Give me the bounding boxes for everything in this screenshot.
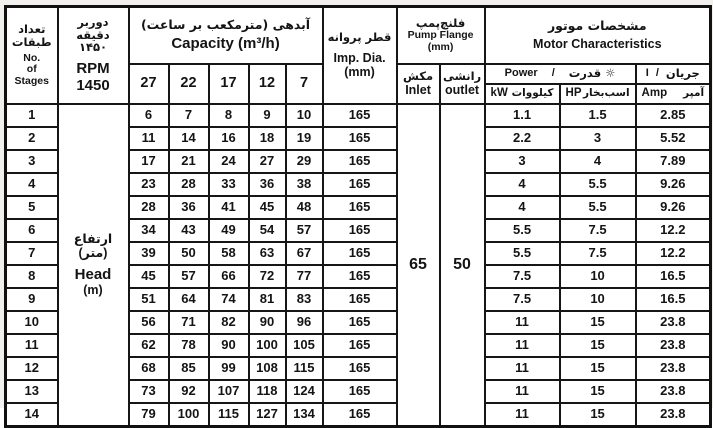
pump-flange-label-en: Pump Flange — [407, 28, 474, 41]
capacity-cell: 14 — [169, 127, 209, 150]
capacity-header-cell — [129, 7, 323, 64]
hp-value-cell: 5.5 — [560, 173, 636, 196]
stage-cell: 14 — [6, 403, 58, 427]
capacity-cell: 105 — [286, 334, 323, 357]
hp-value-cell: 10 — [560, 288, 636, 311]
head-column-label: Head — [74, 265, 112, 283]
hp-value-cell: 15 — [560, 357, 636, 380]
capacity-cell: 54 — [249, 219, 286, 242]
amp-value-cell: 7.89 — [636, 150, 711, 173]
hp-label-en: HP — [565, 87, 582, 100]
capacity-cell: 127 — [249, 403, 286, 427]
outlet-value-cell: 50 — [440, 104, 485, 427]
rpm-label-en: RPM — [76, 60, 110, 78]
head-column-label: (متر) — [78, 245, 108, 260]
kw-value-cell: 11 — [485, 403, 560, 427]
capacity-cell: 81 — [249, 288, 286, 311]
capacity-cell: 82 — [209, 311, 249, 334]
inlet-label-fa: مکش — [403, 69, 434, 84]
capacity-cell: 45 — [129, 265, 169, 288]
capacity-cell: 68 — [129, 357, 169, 380]
capacity-cell: 92 — [169, 380, 209, 403]
amp-value-cell: 23.8 — [636, 357, 711, 380]
stage-cell: 10 — [6, 311, 58, 334]
impeller-dia-cell: 165 — [323, 196, 397, 219]
stages-label-en: No. — [23, 51, 41, 64]
capacity-cell: 73 — [129, 380, 169, 403]
hp-value-cell: 7.5 — [560, 219, 636, 242]
capacity-cell: 8 — [209, 104, 249, 127]
head-column-cell — [58, 104, 129, 427]
kw-value-cell: 11 — [485, 380, 560, 403]
capacity-col-17: 17 — [209, 64, 249, 104]
capacity-cell: 43 — [169, 219, 209, 242]
capacity-cell: 108 — [249, 357, 286, 380]
impeller-dia-cell: 165 — [323, 104, 397, 127]
capacity-cell: 6 — [129, 104, 169, 127]
impeller-dia-cell: 165 — [323, 242, 397, 265]
amp-value-cell: 23.8 — [636, 311, 711, 334]
power-label-fa: ☼ قدرت — [568, 66, 616, 81]
capacity-cell: 7 — [169, 104, 209, 127]
capacity-col-12: 12 — [249, 64, 286, 104]
capacity-cell: 78 — [169, 334, 209, 357]
stage-cell: 12 — [6, 357, 58, 380]
hp-value-cell: 15 — [560, 380, 636, 403]
impeller-dia-cell: 165 — [323, 311, 397, 334]
capacity-label-fa: آبدهی (مترمکعب بر ساعت) — [140, 16, 311, 32]
amp-value-cell: 23.8 — [636, 380, 711, 403]
hp-value-cell: 15 — [560, 334, 636, 357]
capacity-cell: 21 — [169, 150, 209, 173]
table-row — [6, 104, 711, 127]
capacity-cell: 9 — [249, 104, 286, 127]
impeller-dia-cell: 165 — [323, 380, 397, 403]
capacity-cell: 34 — [129, 219, 169, 242]
impeller-dia-cell: 165 — [323, 334, 397, 357]
hp-value-cell: 4 — [560, 150, 636, 173]
impeller-dia-cell: 165 — [323, 173, 397, 196]
inlet-value-cell: 65 — [397, 104, 440, 427]
capacity-cell: 67 — [286, 242, 323, 265]
stage-cell: 7 — [6, 242, 58, 265]
power-separator: / — [551, 67, 555, 80]
capacity-cell: 90 — [249, 311, 286, 334]
capacity-cell: 24 — [209, 150, 249, 173]
capacity-cell: 49 — [209, 219, 249, 242]
capacity-cell: 62 — [129, 334, 169, 357]
amp-label-en: Amp — [641, 87, 668, 100]
amp-label-fa: آمپر — [683, 86, 705, 99]
current-label-en: I — [645, 67, 649, 80]
stages-header-cell: تعداد طبقات No. of Stages — [6, 7, 58, 104]
impeller-dia-cell: 165 — [323, 403, 397, 427]
kw-value-cell: 7.5 — [485, 265, 560, 288]
amp-value-cell: 23.8 — [636, 403, 711, 427]
capacity-cell: 134 — [286, 403, 323, 427]
capacity-cell: 115 — [209, 403, 249, 427]
hp-value-cell: 1.5 — [560, 104, 636, 127]
amp-value-cell: 9.26 — [636, 196, 711, 219]
capacity-cell: 83 — [286, 288, 323, 311]
capacity-cell: 41 — [209, 196, 249, 219]
capacity-cell: 36 — [169, 196, 209, 219]
inlet-label-en: Inlet — [405, 82, 431, 97]
table-body — [6, 104, 711, 427]
kw-value-cell: 2.2 — [485, 127, 560, 150]
amp-header-cell — [636, 84, 711, 104]
capacity-cell: 39 — [129, 242, 169, 265]
hp-value-cell: 3 — [560, 127, 636, 150]
capacity-cell: 100 — [249, 334, 286, 357]
capacity-cell: 50 — [169, 242, 209, 265]
stage-cell: 6 — [6, 219, 58, 242]
head-column-label: ارتفاع — [73, 231, 113, 246]
capacity-col-22: 22 — [169, 64, 209, 104]
current-label-fa: جریان — [665, 66, 700, 81]
amp-value-cell: 23.8 — [636, 334, 711, 357]
kw-value-cell: 11 — [485, 334, 560, 357]
capacity-cell: 27 — [249, 150, 286, 173]
capacity-cell: 17 — [129, 150, 169, 173]
capacity-cell: 45 — [249, 196, 286, 219]
outlet-label-en: outlet — [445, 82, 480, 97]
capacity-cell: 85 — [169, 357, 209, 380]
capacity-cell: 11 — [129, 127, 169, 150]
capacity-cell: 16 — [209, 127, 249, 150]
capacity-cell: 19 — [286, 127, 323, 150]
current-separator: / — [655, 67, 659, 80]
amp-value-cell: 5.52 — [636, 127, 711, 150]
outlet-header-cell — [440, 64, 485, 104]
current-header-cell — [636, 64, 711, 84]
impeller-dia-header-cell: قطر پروانه Imp. Dia. (mm) — [323, 7, 397, 104]
impeller-dia-label-fa: قطر پروانه — [327, 30, 392, 45]
impeller-dia-cell: 165 — [323, 265, 397, 288]
capacity-col-7: 7 — [286, 64, 323, 104]
hp-value-cell: 7.5 — [560, 242, 636, 265]
hp-label-fa: اسب‌بخار — [583, 86, 630, 99]
motor-label-fa: مشخصات موتور — [547, 18, 647, 34]
kw-value-cell: 5.5 — [485, 242, 560, 265]
kw-value-cell: 3 — [485, 150, 560, 173]
rpm-header-cell: دوربر دقیقه ۱۴۵۰ RPM 1450 — [58, 7, 129, 104]
pump-flange-label-fa: فلنچ‌پمپ — [415, 16, 466, 31]
capacity-cell: 115 — [286, 357, 323, 380]
capacity-cell: 66 — [209, 265, 249, 288]
capacity-cell: 38 — [286, 173, 323, 196]
outlet-label-fa: رانشی — [442, 69, 482, 84]
capacity-cell: 57 — [169, 265, 209, 288]
hp-value-cell: 15 — [560, 403, 636, 427]
capacity-cell: 63 — [249, 242, 286, 265]
amp-value-cell: 16.5 — [636, 265, 711, 288]
capacity-cell: 74 — [209, 288, 249, 311]
capacity-cell: 23 — [129, 173, 169, 196]
capacity-cell: 48 — [286, 196, 323, 219]
stage-cell: 9 — [6, 288, 58, 311]
rpm-label-fa: دوربر — [77, 14, 109, 29]
capacity-cell: 90 — [209, 334, 249, 357]
stage-cell: 13 — [6, 380, 58, 403]
impeller-dia-cell: 165 — [323, 150, 397, 173]
power-label-en: Power — [504, 67, 538, 80]
kw-value-cell: 4 — [485, 173, 560, 196]
stages-label-fa: تعداد — [18, 21, 46, 36]
impeller-dia-cell: 165 — [323, 288, 397, 311]
capacity-cell: 77 — [286, 265, 323, 288]
capacity-cell: 124 — [286, 380, 323, 403]
hp-value-cell: 10 — [560, 265, 636, 288]
pump-spec-table — [4, 5, 712, 428]
stage-cell: 8 — [6, 265, 58, 288]
kw-value-cell: 5.5 — [485, 219, 560, 242]
capacity-cell: 64 — [169, 288, 209, 311]
amp-value-cell: 16.5 — [636, 288, 711, 311]
capacity-cell: 99 — [209, 357, 249, 380]
pump-flange-header-cell: فلنچ‌پمپ Pump Flange (mm) — [397, 7, 485, 64]
capacity-cell: 33 — [209, 173, 249, 196]
capacity-cell: 28 — [129, 196, 169, 219]
capacity-cell: 58 — [209, 242, 249, 265]
kw-header-cell — [485, 84, 560, 104]
amp-value-cell: 2.85 — [636, 104, 711, 127]
kw-value-cell: 11 — [485, 357, 560, 380]
capacity-cell: 56 — [129, 311, 169, 334]
kw-value-cell: 1.1 — [485, 104, 560, 127]
kw-value-cell: 7.5 — [485, 288, 560, 311]
capacity-cell: 36 — [249, 173, 286, 196]
amp-value-cell: 9.26 — [636, 173, 711, 196]
stage-cell: 2 — [6, 127, 58, 150]
motor-header-cell — [485, 7, 711, 64]
stage-cell: 11 — [6, 334, 58, 357]
motor-label-en: Motor Characteristics — [533, 37, 662, 52]
table-header — [6, 7, 711, 104]
capacity-cell: 10 — [286, 104, 323, 127]
capacity-cell: 100 — [169, 403, 209, 427]
power-header-cell — [485, 64, 636, 84]
capacity-label-en: Capacity (m³/h) — [171, 34, 280, 52]
hp-header-cell — [560, 84, 636, 104]
capacity-cell: 57 — [286, 219, 323, 242]
capacity-cell: 29 — [286, 150, 323, 173]
capacity-cell: 18 — [249, 127, 286, 150]
kw-label-en: kW — [490, 87, 508, 100]
stage-cell: 5 — [6, 196, 58, 219]
stage-cell: 3 — [6, 150, 58, 173]
head-column-label: (m) — [83, 283, 103, 298]
amp-value-cell: 12.2 — [636, 219, 711, 242]
kw-value-cell: 4 — [485, 196, 560, 219]
capacity-cell: 118 — [249, 380, 286, 403]
capacity-cell: 51 — [129, 288, 169, 311]
capacity-cell: 107 — [209, 380, 249, 403]
capacity-cell: 71 — [169, 311, 209, 334]
capacity-col-27: 27 — [129, 64, 169, 104]
capacity-cell: 79 — [129, 403, 169, 427]
impeller-dia-cell: 165 — [323, 127, 397, 150]
capacity-cell: 96 — [286, 311, 323, 334]
capacity-cell: 72 — [249, 265, 286, 288]
hp-value-cell: 5.5 — [560, 196, 636, 219]
inlet-header-cell — [397, 64, 440, 104]
hp-value-cell: 15 — [560, 311, 636, 334]
impeller-dia-cell: 165 — [323, 219, 397, 242]
impeller-dia-cell: 165 — [323, 357, 397, 380]
stage-cell: 1 — [6, 104, 58, 127]
kw-label-fa: کیلووات — [511, 86, 554, 99]
stage-cell: 4 — [6, 173, 58, 196]
capacity-cell: 28 — [169, 173, 209, 196]
amp-value-cell: 12.2 — [636, 242, 711, 265]
kw-value-cell: 11 — [485, 311, 560, 334]
impeller-dia-label-en: Imp. Dia. — [333, 51, 386, 66]
